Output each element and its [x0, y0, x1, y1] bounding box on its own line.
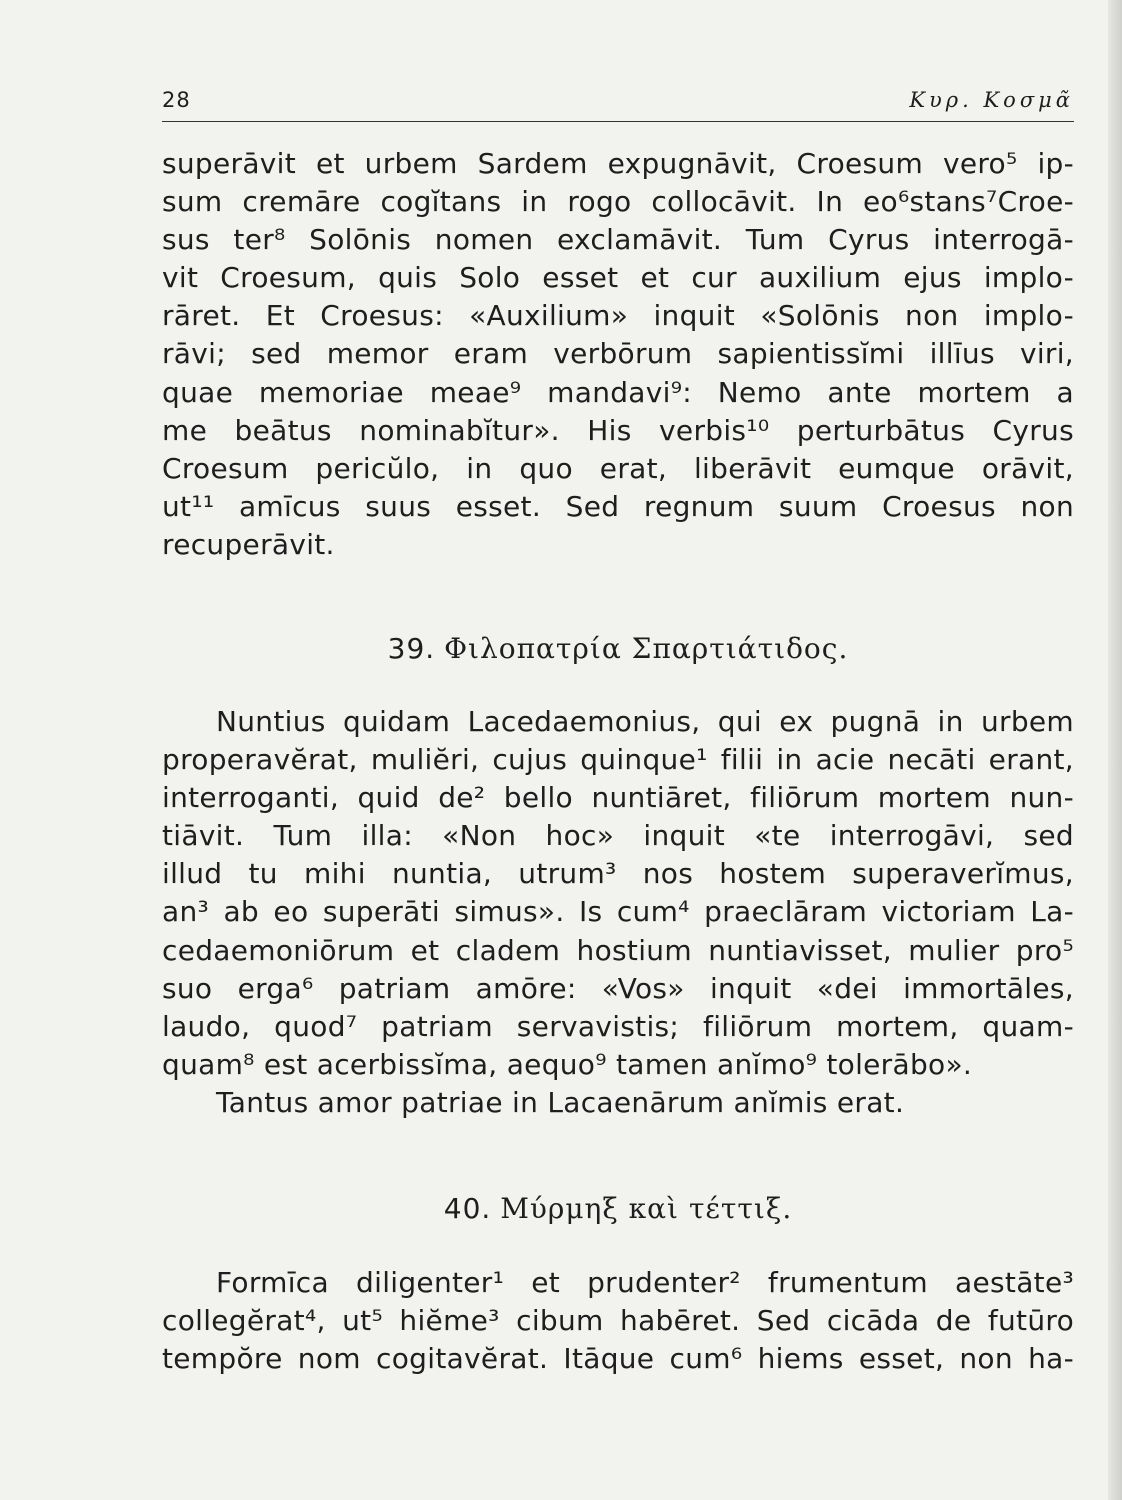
text-line: properavĕrat, muliĕri, cujus quinque¹ filii in acie necāti erant, [162, 743, 1074, 777]
text-line: cedaemoniōrum et cladem hostium nuntiavisset, mulier pro⁵ [162, 933, 1074, 967]
text-line: interroganti, quid de² bello nuntiāret, filiōrum mortem nun- [162, 781, 1074, 815]
text-line: Tantus amor patriae in Lacaenārum anĭmis erat. [216, 1085, 905, 1119]
text-line: vit Croesum, quis Solo esset et cur auxilium ejus implo- [162, 261, 1074, 295]
text-line: suo erga⁶ patriam amōre: «Vos» inquit «dei immortāles, [162, 971, 1074, 1005]
text-line: tiāvit. Tum illa: «Non hoc» inquit «te interrogāvi, sed [162, 819, 1074, 853]
text-line: quae memoriae meae⁹ mandavi⁹: Nemo ante mortem a [162, 375, 1074, 409]
paragraph-continued [162, 145, 1074, 564]
page-header [162, 88, 1074, 118]
section-number: 40. [443, 1192, 492, 1225]
text-line: Formīca diligenter¹ et prudenter² frumentum aestāte³ [216, 1266, 1074, 1299]
section-39-paragraph [162, 703, 1074, 1122]
text-line: laudo, quod⁷ patriam servavistis; filiōrum mortem, quam- [162, 1009, 1074, 1043]
text-line: sus ter⁸ Solōnis nomen exclamāvit. Tum Cyrus interrogā- [162, 223, 1074, 257]
text-line: sum cremāre cogĭtans in rogo collocāvit. In eo⁶stans⁷Croe- [162, 185, 1074, 219]
section-40-paragraph [162, 1264, 1074, 1378]
page-edge-shadow [1108, 0, 1122, 1500]
section-title: Μύρμηξ καὶ τέττιξ. [500, 1192, 793, 1225]
text-line: recuperāvit. [162, 527, 335, 561]
text-line: me beātus nominabĭtur». His verbis¹⁰ perturbātus Cyrus [162, 413, 1074, 447]
text-line: an³ ab eo superāti simus». Is cum⁴ praeclāram victoriam La- [162, 895, 1074, 929]
page-number: 28 [162, 88, 191, 112]
running-title: Κυρ. Κοσμᾶ [909, 88, 1074, 112]
text-line: tempŏre nom cogitavĕrat. Itāque cum⁶ hiems esset, non ha- [162, 1342, 1074, 1376]
header-rule [162, 121, 1074, 122]
text-line: rāret. Et Croesus: «Auxilium» inquit «Solōnis non implo- [162, 299, 1074, 333]
text-line: Croesum pericŭlo, in quo erat, liberāvit eumque orāvit, [162, 451, 1074, 485]
text-line: quam⁸ est acerbissĭma, aequo⁹ tamen anĭmo⁹ tolerābo». [162, 1047, 973, 1081]
text-line: collegĕrat⁴, ut⁵ hiĕme³ cibum habēret. Sed cicāda de futūro [162, 1304, 1074, 1338]
section-39-heading [162, 632, 1074, 665]
section-40-heading [162, 1192, 1074, 1225]
section-title: Φιλοπατρία Σπαρτιάτιδος. [444, 632, 849, 665]
text-line: ut¹¹ amīcus suus esset. Sed regnum suum Croesus non [162, 489, 1074, 523]
text-line: Nuntius quidam Lacedaemonius, qui ex pugnā in urbem [216, 705, 1074, 738]
text-line: rāvi; sed memor eram verbōrum sapientissĭmi illīus viri, [162, 337, 1074, 371]
text-line: superāvit et urbem Sardem expugnāvit, Croesum vero⁵ ip- [162, 147, 1074, 180]
text-line: illud tu mihi nuntia, utrum³ nos hostem superaverĭmus, [162, 857, 1074, 891]
section-number: 39. [387, 632, 436, 665]
